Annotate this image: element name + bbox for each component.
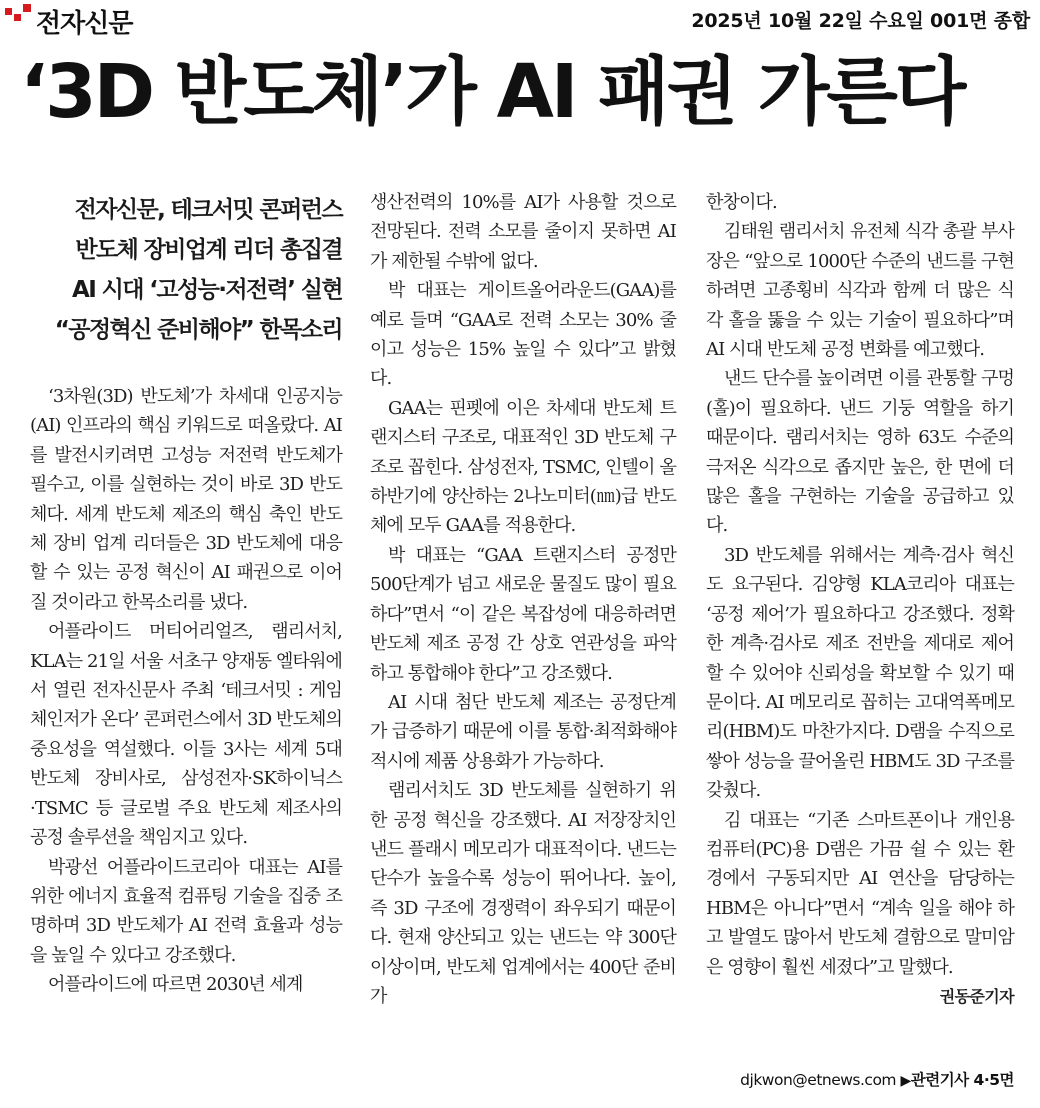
article-paragraph: GAA는 핀펫에 이은 차세대 반도체 트랜지스터 구조로, 대표적인 3D 반도체 구조로 꼽힌다. 삼성전자, TSMC, 인텔이 올 하반기에 양산하는 2나노미터(㎚)급 반도체에 모두 GAA를 적용한다. <box>370 397 676 537</box>
arrow-right-icon: ▶ <box>900 1073 911 1089</box>
article-paragraph: ‘3차원(3D) 반도체’가 차세대 인공지능(AI) 인프라의 핵심 키워드로 떠올랐다. AI를 발전시키려면 고성능 저전력 반도체가 필수고, 이를 실현하는 것이 바로 3D 반도체다. 세계 반도체 제조의 핵심 축인 반도체 장비 업계 리더들은 3D 반도체에 대응할 수 있는 공정 혁신이 AI 패권으로 이어질 것이라고 한목소리를 냈다. <box>30 386 342 613</box>
subheading: AI 시대 ‘고성능·저전력’ 실현 <box>72 277 342 303</box>
article-paragraph: 김태원 램리서치 유전체 식각 총괄 부사장은 “앞으로 1000단 수준의 낸드를 구현하려면 고종횡비 식각과 함께 더 많은 식각 홀을 뚫을 수 있는 기술이 필요하다”며 AI 시대 반도체 공정 변화를 예고했다. <box>706 221 1014 361</box>
byline-row <box>706 982 1014 1011</box>
article-paragraph: 어플라이드 머티어리얼즈, 램리서치, KLA는 21일 서울 서초구 양재동 엘타워에서 열린 전자신문사 주최 ‘테크서밋 : 게임체인저가 온다’ 콘퍼런스에서 3D 반도체의 중요성을 역설했다. 이들 3사는 세계 5대 반도체 장비사로, 삼성전자·SK하이닉스·TSMC 등 글로벌 주요 반도체 제조사의 공정 솔루션을 책임지고 있다. <box>30 621 342 849</box>
article-paragraph: AI 시대 첨단 반도체 제조는 공정단계가 급증하기 때문에 이를 통합·최적화해야 적시에 제품 상용화가 가능하다. <box>370 691 676 772</box>
article-paragraph: 박 대표는 게이트올어라운드(GAA)를 예로 들며 “GAA로 전력 소모는 30% 줄이고 성능은 15% 높일 수 있다”고 밝혔다. <box>370 280 676 390</box>
subheading: “공정혁신 준비해야” 한목소리 <box>54 317 342 343</box>
headline: ‘3D 반도체’가 AI 패권 가른다 <box>20 49 964 135</box>
article-column-3 <box>706 188 1014 1011</box>
article-paragraph: 3D 반도체를 위해서는 계측·검사 혁신도 요구된다. 김양형 KLA코리아 대표는 ‘공정 제어’가 필요하다고 강조했다. 정확한 계측·검사로 제조 전반을 제대로 제어할 수 있어야 신뢰성을 확보할 수 있기 때문이다. AI 메모리로 꼽히는 고대역폭메모리(HBM)도 마찬가지다. D램을 수직으로 쌓아 성능을 끌어올린 HBM도 3D 구조를 갖췄다. <box>706 544 1014 802</box>
article-paragraph: 어플라이드에 따르면 2030년 세계 <box>48 974 303 996</box>
newspaper-logo-text: 전자신문 <box>36 9 133 39</box>
subheading: 반도체 장비업계 리더 총집결 <box>75 237 342 263</box>
article-paragraph: 한창이다. <box>706 192 777 213</box>
article-paragraph: 낸드 단수를 높이려면 이를 관통할 구멍(홀)이 필요하다. 낸드 기둥 역할을 하기 때문이다. 램리서치는 영하 63도 수준의 극저온 식각으로 좁지만 높은, 한 면에 더 많은 홀을 구현하는 기술을 공급하고 있다. <box>706 368 1014 537</box>
article-paragraph: 박 대표는 “GAA 트랜지스터 공정만 500단계가 넘고 새로운 물질도 많이 필요하다”면서 “이 같은 복잡성에 대응하려면 반도체 제조 공정 간 상호 연관성을 파악하고 통합해야 한다”고 강조했다. <box>370 544 676 684</box>
article-paragraph: 생산전력의 10%를 AI가 사용할 것으로 전망된다. 전력 소모를 줄이지 못하면 AI가 제한될 수밖에 없다. <box>370 192 676 272</box>
article-paragraph: 램리서치도 3D 반도체를 실현하기 위한 공정 혁신을 강조했다. AI 저장장치인 낸드 플래시 메모리가 대표적이다. 낸드는 단수가 높을수록 성능이 뛰어나다. 높이, 즉 3D 구조에 경쟁력이 좌우되기 때문이다. 현재 양산되고 있는 낸드는 약 300단 이상이며, 반도체 업계에서는 400단 준비가 <box>370 780 676 1007</box>
masthead <box>0 0 1040 40</box>
related-articles-link[interactable]: 관련기사 4·5면 <box>910 1071 1014 1089</box>
logo-icon <box>4 2 34 26</box>
article-paragraph: 김 대표는 “기존 스마트폰이나 개인용컴퓨터(PC)용 D램은 가끔 쉴 수 있는 환경에서 구동되지만 AI 연산을 담당하는 HBM은 아니다”면서 “계속 일을 해야 하고 발열도 많아서 반도체 결함으로 말미암은 영향이 훨씬 세졌다”고 말했다. <box>706 809 1014 978</box>
dateline: 2025년 10월 22일 수요일 001면 종합 <box>691 10 1030 32</box>
article-column-1 <box>30 382 342 1000</box>
subheadings <box>22 190 342 350</box>
subheading: 전자신문, 테크서밋 콘퍼런스 <box>74 197 342 223</box>
reporter-email[interactable]: djkwon@etnews.com <box>740 1071 897 1089</box>
article-footer <box>740 1068 1014 1090</box>
article-paragraph: 박광선 어플라이드코리아 대표는 AI를 위한 에너지 효율적 컴퓨팅 기술을 집중 조명하며 3D 반도체가 AI 전력 효율과 성능을 높일 수 있다고 강조했다. <box>30 856 342 966</box>
article-column-2 <box>370 188 676 1011</box>
reporter-byline: 권동준기자 <box>939 986 1014 1006</box>
